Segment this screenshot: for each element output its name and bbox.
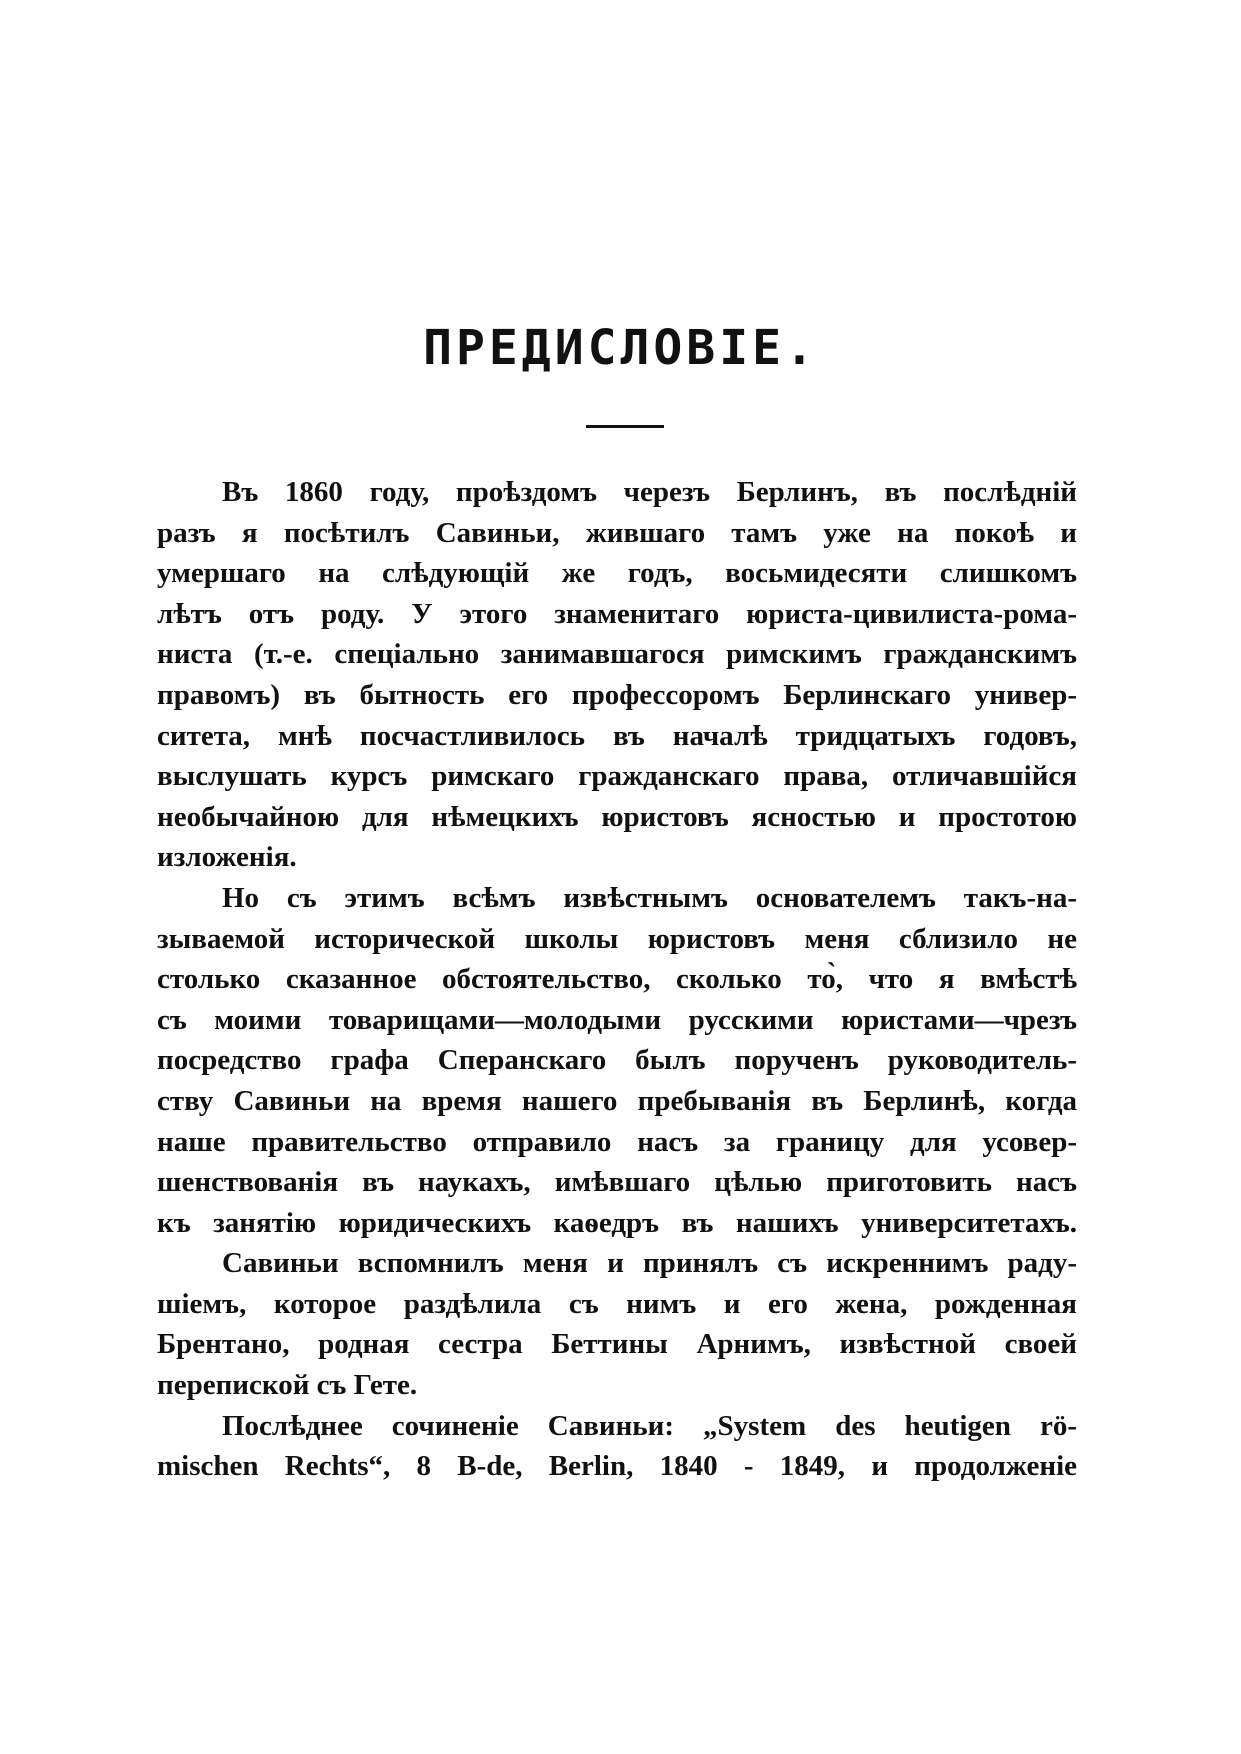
title-divider xyxy=(586,425,664,428)
text-line: ситета, мнѣ посчастливилось въ началѣ тридцатыхъ годовъ, xyxy=(157,719,1077,752)
text-line: ниста (т.-е. спеціально занимавшагося римскимъ гражданскимъ xyxy=(157,638,1077,671)
text-line: посредство графа Сперанскаго былъ порученъ руководитель- xyxy=(157,1044,1077,1077)
paragraph xyxy=(157,472,1077,878)
text-line: шенствованія въ наукахъ, имѣвшаго цѣлью приготовить насъ xyxy=(157,1166,1077,1199)
text-line: наше правительство отправило насъ за границу для усовер- xyxy=(157,1125,1077,1158)
text-line: выслушать курсъ римскаго гражданскаго права, отличавшійся xyxy=(157,760,1077,793)
text-line: Въ 1860 году, проѣздомъ черезъ Берлинъ, въ послѣдній xyxy=(222,476,1077,508)
paragraph xyxy=(157,1243,1077,1405)
text-line: шіемъ, которое раздѣлила съ нимъ и его жена, рожденная xyxy=(157,1287,1077,1320)
text-line: Брентано, родная сестра Беттины Арнимъ, извѣстной своей xyxy=(157,1328,1077,1361)
paragraph xyxy=(157,878,1077,1243)
text-line: Послѣднее сочиненіе Савиньи: „System des heutigen rö- xyxy=(222,1409,1077,1442)
text-line: столько сказанное обстоятельство, сколько то̀, что я вмѣстѣ xyxy=(157,963,1077,996)
text-line: разъ я посѣтилъ Савиньи, жившаго тамъ уже на покоѣ и xyxy=(157,516,1077,549)
text-line: перепиской съ Гете. xyxy=(157,1369,418,1402)
text-line: mischen Rechts“, 8 B-de, Berlin, 1840 - 1849, и продолженіе xyxy=(157,1450,1077,1483)
text-line: зываемой исторической школы юристовъ меня сблизило не xyxy=(157,922,1077,955)
text-line: лѣтъ отъ роду. У этого знаменитаго юриста-цивилиста-рома- xyxy=(157,597,1077,630)
text-line: Но съ этимъ всѣмъ извѣстнымъ основателемъ такъ-на- xyxy=(222,881,1077,914)
text-line: правомъ) въ бытность его профессоромъ Берлинскаго универ- xyxy=(157,678,1077,711)
text-line: умершаго на слѣдующій же годъ, восьмидесяти слишкомъ xyxy=(157,557,1077,590)
text-line: Савиньи вспомнилъ меня и принялъ съ искреннимъ раду- xyxy=(222,1247,1077,1280)
text-line: необычайною для нѣмецкихъ юристовъ ясностью и простотою xyxy=(157,800,1077,833)
paragraph xyxy=(157,1406,1077,1487)
text-line: изложенія. xyxy=(157,841,297,874)
text-line: съ моими товарищами—молодыми русскими юристами—чрезъ xyxy=(157,1003,1077,1036)
text-line: ству Савиньи на время нашего пребыванія въ Берлинѣ, когда xyxy=(157,1084,1077,1117)
body-text xyxy=(157,472,1077,1487)
page-title: ПРЕДИСЛОВІЕ. xyxy=(423,320,818,376)
text-line: къ занятію юридическихъ каѳедръ въ нашихъ университетахъ. xyxy=(157,1206,1077,1239)
